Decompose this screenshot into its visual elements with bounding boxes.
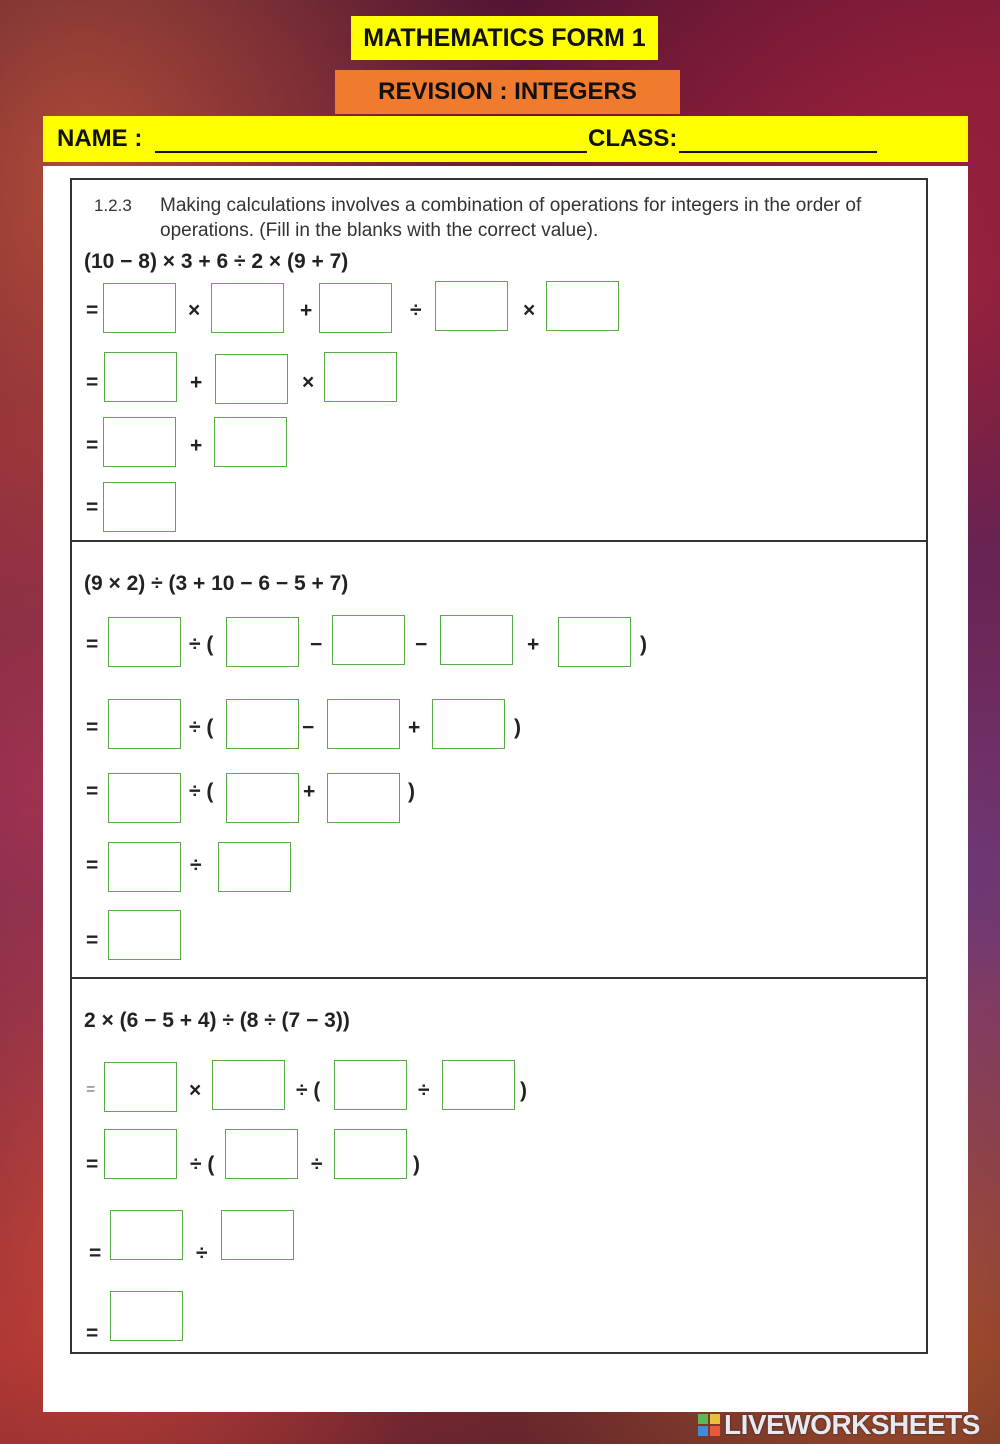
equals-sign: = xyxy=(86,371,99,394)
divide-sign: ÷ xyxy=(418,1079,430,1102)
answer-box[interactable] xyxy=(546,281,619,331)
answer-box[interactable] xyxy=(211,283,284,333)
times-sign: × xyxy=(523,299,536,322)
plus-sign: + xyxy=(190,371,203,394)
answer-box[interactable] xyxy=(108,773,181,823)
minus-sign: − xyxy=(302,716,315,739)
divide-sign: ÷ xyxy=(311,1153,323,1176)
answer-box[interactable] xyxy=(327,773,400,823)
name-blank[interactable] xyxy=(155,151,587,153)
answer-box[interactable] xyxy=(225,1129,298,1179)
answer-box[interactable] xyxy=(221,1210,294,1260)
divide-open-paren: ÷ ( xyxy=(190,1153,215,1176)
answer-box[interactable] xyxy=(110,1291,183,1341)
close-paren: ) xyxy=(640,633,647,656)
divide-open-paren: ÷ ( xyxy=(189,780,214,803)
answer-box[interactable] xyxy=(108,617,181,667)
class-label: CLASS: xyxy=(588,125,678,152)
name-label: NAME : xyxy=(57,125,143,152)
plus-sign: + xyxy=(303,780,316,803)
instruction-number: 1.2.3 xyxy=(94,196,132,215)
answer-box[interactable] xyxy=(108,842,181,892)
answer-box[interactable] xyxy=(324,352,397,402)
answer-box[interactable] xyxy=(108,910,181,960)
answer-box[interactable] xyxy=(442,1060,515,1110)
answer-box[interactable] xyxy=(215,354,288,404)
equals-sign: = xyxy=(86,496,99,519)
plus-sign: + xyxy=(190,434,203,457)
minus-sign: − xyxy=(310,633,323,656)
plus-sign: + xyxy=(300,299,313,322)
equals-sign: = xyxy=(86,854,99,877)
answer-box[interactable] xyxy=(226,699,299,749)
answer-box[interactable] xyxy=(558,617,631,667)
logo-text: LIVEWORKSHEETS xyxy=(724,1409,980,1440)
answer-box[interactable] xyxy=(226,773,299,823)
equals-sign: = xyxy=(86,299,99,322)
divide-sign: ÷ xyxy=(410,299,422,322)
close-paren: ) xyxy=(520,1079,527,1102)
answer-box[interactable] xyxy=(104,1062,177,1112)
times-sign: × xyxy=(189,1079,202,1102)
answer-box[interactable] xyxy=(214,417,287,467)
answer-box[interactable] xyxy=(334,1129,407,1179)
equals-sign: = xyxy=(86,1322,99,1345)
answer-box[interactable] xyxy=(226,617,299,667)
minus-sign: − xyxy=(415,633,428,656)
answer-box[interactable] xyxy=(334,1060,407,1110)
answer-box[interactable] xyxy=(435,281,508,331)
times-sign: × xyxy=(188,299,201,322)
answer-box[interactable] xyxy=(218,842,291,892)
answer-box[interactable] xyxy=(104,352,177,402)
question-2-expression: (9 × 2) ÷ (3 + 10 − 6 − 5 + 7) xyxy=(84,572,349,595)
answer-box[interactable] xyxy=(332,615,405,665)
answer-box[interactable] xyxy=(108,699,181,749)
answer-box[interactable] xyxy=(327,699,400,749)
divide-sign: ÷ xyxy=(196,1242,208,1265)
class-blank[interactable] xyxy=(679,151,877,153)
worksheet-title: MATHEMATICS FORM 1 xyxy=(351,16,658,60)
answer-box[interactable] xyxy=(103,482,176,532)
instruction-text: Making calculations involves a combination of operations for integers in the order of operations. (Fill in the blanks with the correct value). xyxy=(160,195,862,241)
worksheet-subtitle: REVISION : INTEGERS xyxy=(335,70,680,114)
answer-box[interactable] xyxy=(104,1129,177,1179)
questions-frame xyxy=(70,178,928,1354)
close-paren: ) xyxy=(514,716,521,739)
equals-sign: = xyxy=(86,633,99,656)
name-class-bar xyxy=(43,116,968,162)
plus-sign: + xyxy=(527,633,540,656)
section-divider xyxy=(70,977,928,979)
divide-open-paren: ÷ ( xyxy=(296,1079,321,1102)
equals-sign: = xyxy=(86,929,99,952)
equals-sign: = xyxy=(86,434,99,457)
close-paren: ) xyxy=(408,780,415,803)
logo-mark-icon xyxy=(698,1414,720,1436)
equals-sign: = xyxy=(86,1081,96,1098)
answer-box[interactable] xyxy=(212,1060,285,1110)
answer-box[interactable] xyxy=(103,417,176,467)
divide-open-paren: ÷ ( xyxy=(189,633,214,656)
answer-box[interactable] xyxy=(103,283,176,333)
answer-box[interactable] xyxy=(319,283,392,333)
answer-box[interactable] xyxy=(432,699,505,749)
equals-sign: = xyxy=(86,780,99,803)
equals-sign: = xyxy=(86,1153,99,1176)
times-sign: × xyxy=(302,371,315,394)
divide-sign: ÷ xyxy=(190,854,202,877)
divide-open-paren: ÷ ( xyxy=(189,716,214,739)
question-1-expression: (10 − 8) × 3 + 6 ÷ 2 × (9 + 7) xyxy=(84,250,349,273)
liveworksheets-logo xyxy=(698,1410,980,1440)
answer-box[interactable] xyxy=(110,1210,183,1260)
equals-sign: = xyxy=(86,716,99,739)
section-divider xyxy=(70,540,928,542)
answer-box[interactable] xyxy=(440,615,513,665)
equals-sign: = xyxy=(89,1242,102,1265)
question-3-expression: 2 × (6 − 5 + 4) ÷ (8 ÷ (7 − 3)) xyxy=(84,1009,350,1032)
plus-sign: + xyxy=(408,716,421,739)
close-paren: ) xyxy=(413,1153,420,1176)
